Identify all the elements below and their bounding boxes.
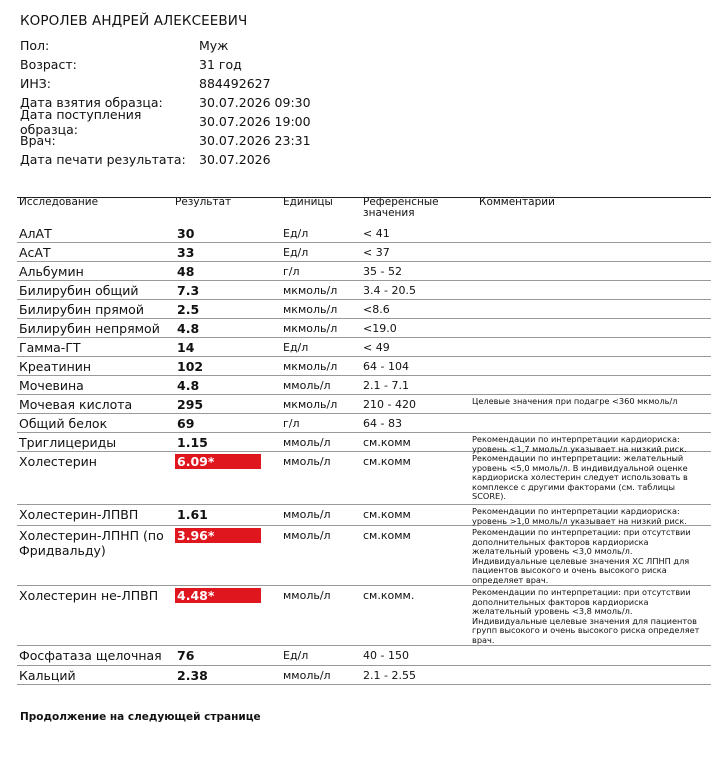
reference-range: < 41 xyxy=(363,227,390,240)
units: Ед/л xyxy=(283,341,309,354)
info-row xyxy=(20,150,311,169)
header-comment: Комментарий xyxy=(479,196,555,208)
result-value: 295 xyxy=(177,397,204,412)
result-value: 1.61 xyxy=(177,507,208,522)
table-row xyxy=(17,414,711,433)
info-value: 31 год xyxy=(199,57,242,72)
reference-range: см.комм xyxy=(363,508,411,521)
units: ммоль/л xyxy=(283,455,331,468)
table-row xyxy=(17,224,711,243)
test-name: Триглицериды xyxy=(19,435,117,450)
test-name: Мочевая кислота xyxy=(19,397,133,412)
info-row xyxy=(20,131,311,150)
result-value: 4.8 xyxy=(177,378,200,393)
result-value: 4.48* xyxy=(175,588,261,603)
table-row xyxy=(17,666,711,685)
info-value: 30.07.2026 xyxy=(199,152,271,167)
table-row xyxy=(17,262,711,281)
result-value: 4.8 xyxy=(177,321,200,336)
test-name: Креатинин xyxy=(19,359,92,374)
units: Ед/л xyxy=(283,246,309,259)
reference-range: < 49 xyxy=(363,341,390,354)
table-row xyxy=(17,646,711,666)
result-value: 7.3 xyxy=(177,283,200,298)
table-row xyxy=(17,376,711,395)
info-row xyxy=(20,36,311,55)
reference-range: 3.4 - 20.5 xyxy=(363,284,416,297)
test-name: АлАТ xyxy=(19,226,52,241)
result-value: 14 xyxy=(177,340,195,355)
result-value: 6.09* xyxy=(175,454,261,469)
units: мкмоль/л xyxy=(283,322,338,335)
units: мкмоль/л xyxy=(283,398,338,411)
units: г/л xyxy=(283,417,300,430)
reference-range: см.комм. xyxy=(363,589,415,602)
reference-range: см.комм xyxy=(363,529,411,542)
result-value: 69 xyxy=(177,416,195,431)
result-value: 3.96* xyxy=(175,528,261,543)
table-row xyxy=(17,319,711,338)
info-row xyxy=(20,55,311,74)
results-table xyxy=(17,196,711,683)
comment: Рекомендации по интерпретации кардиориска: уровень >1,0 ммоль/л указывает на низкий риск. xyxy=(472,506,687,526)
info-label: Дата взятия образца: xyxy=(20,95,163,110)
header-units: Единицы xyxy=(283,196,333,208)
continuation-note: Продолжение на следующей странице xyxy=(20,711,261,723)
reference-range: 2.1 - 7.1 xyxy=(363,379,409,392)
patient-name: КОРОЛЕВ АНДРЕЙ АЛЕКСЕЕВИЧ xyxy=(20,13,248,29)
units: ммоль/л xyxy=(283,508,331,521)
reference-range: 35 - 52 xyxy=(363,265,402,278)
result-value: 102 xyxy=(177,359,204,374)
info-label: Дата печати результата: xyxy=(20,152,186,167)
reference-range: 210 - 420 xyxy=(363,398,416,411)
result-value: 48 xyxy=(177,264,195,279)
test-name: Мочевина xyxy=(19,378,84,393)
reference-range: 64 - 83 xyxy=(363,417,402,430)
reference-range: см.комм xyxy=(363,455,411,468)
result-value: 1.15 xyxy=(177,435,208,450)
reference-range: 40 - 150 xyxy=(363,649,409,662)
info-value: 30.07.2026 19:00 xyxy=(199,114,311,129)
result-value: 2.38 xyxy=(177,668,208,683)
info-label: Дата поступления образца: xyxy=(20,106,142,137)
info-label: Пол: xyxy=(20,38,50,53)
table-row xyxy=(17,433,711,452)
reference-range: 64 - 104 xyxy=(363,360,409,373)
patient-info xyxy=(20,36,311,169)
units: ммоль/л xyxy=(283,669,331,682)
comment: Рекомендации по интерпретации: при отсутствии дополнительных факторов кардиориска желательный уровень <3,0 ммоль/л. Индивидуальные целевые значения ХС ЛПНП для пациентов высокого и очень высокого риска определяет врач. xyxy=(472,527,691,585)
test-name: Билирубин общий xyxy=(19,283,139,298)
test-name: Кальций xyxy=(19,668,76,683)
units: ммоль/л xyxy=(283,379,331,392)
info-value: Муж xyxy=(199,38,229,53)
units: ммоль/л xyxy=(283,589,331,602)
info-row xyxy=(20,106,311,137)
table-header xyxy=(17,197,711,222)
header-result: Результат xyxy=(175,196,232,208)
test-name: Общий белок xyxy=(19,416,108,431)
units: г/л xyxy=(283,265,300,278)
test-name: Билирубин прямой xyxy=(19,302,144,317)
test-name: Гамма-ГТ xyxy=(19,340,81,355)
comment: Целевые значения при подагре <360 мкмоль/л xyxy=(472,396,678,406)
test-name: АсАТ xyxy=(19,245,51,260)
info-value: 30.07.2026 09:30 xyxy=(199,95,311,110)
test-name: Холестерин-ЛПНП (по Фридвальду) xyxy=(19,528,164,558)
test-name: Холестерин не-ЛПВП xyxy=(19,588,159,603)
info-label: Врач: xyxy=(20,133,56,148)
table-row xyxy=(17,452,711,505)
table-row xyxy=(17,338,711,357)
result-value: 76 xyxy=(177,648,195,663)
info-label: Возраст: xyxy=(20,57,77,72)
result-value: 33 xyxy=(177,245,195,260)
table-row xyxy=(17,505,711,526)
info-label: ИНЗ: xyxy=(20,76,51,91)
units: мкмоль/л xyxy=(283,303,338,316)
comment: Рекомендации по интерпретации кардиориска: уровень <1,7 ммоль/л указывает на низкий риск. xyxy=(472,434,687,454)
table-row xyxy=(17,395,711,414)
table-row xyxy=(17,357,711,376)
test-name: Альбумин xyxy=(19,264,84,279)
header-reference: Референсные значения xyxy=(363,196,439,219)
table-row xyxy=(17,586,711,646)
table-row xyxy=(17,300,711,319)
header-divider xyxy=(17,197,711,198)
table-row xyxy=(17,281,711,300)
table-row xyxy=(17,526,711,586)
info-value: 30.07.2026 23:31 xyxy=(199,133,311,148)
test-name: Холестерин-ЛПВП xyxy=(19,507,139,522)
units: ммоль/л xyxy=(283,436,331,449)
reference-range: < 37 xyxy=(363,246,390,259)
reference-range: 2.1 - 2.55 xyxy=(363,669,416,682)
units: Ед/л xyxy=(283,649,309,662)
table-row xyxy=(17,243,711,262)
units: ммоль/л xyxy=(283,529,331,542)
comment: Рекомендации по интерпретации: при отсутствии дополнительных факторов кардиориска желательный уровень <3,8 ммоль/л. Индивидуальные целевые значения для пациентов групп высокого и очень высокого риска определяет врач. xyxy=(472,587,700,645)
header-test: Исследование xyxy=(19,196,99,208)
units: мкмоль/л xyxy=(283,360,338,373)
reference-range: <8.6 xyxy=(363,303,390,316)
units: Ед/л xyxy=(283,227,309,240)
reference-range: <19.0 xyxy=(363,322,397,335)
comment: Рекомендации по интерпретации: желательный уровень <5,0 ммоль/л. В индивидуальной оценке кардиориска холестерин следует использовать в комплексе с другими факторами (см. таблицы SCORE). xyxy=(472,453,688,502)
test-name: Фосфатаза щелочная xyxy=(19,648,162,663)
test-name: Билирубин непрямой xyxy=(19,321,160,336)
table-body xyxy=(17,224,711,685)
result-value: 2.5 xyxy=(177,302,200,317)
units: мкмоль/л xyxy=(283,284,338,297)
info-value: 884492627 xyxy=(199,76,271,91)
info-row xyxy=(20,74,311,93)
result-value: 30 xyxy=(177,226,195,241)
test-name: Холестерин xyxy=(19,454,97,469)
reference-range: см.комм xyxy=(363,436,411,449)
